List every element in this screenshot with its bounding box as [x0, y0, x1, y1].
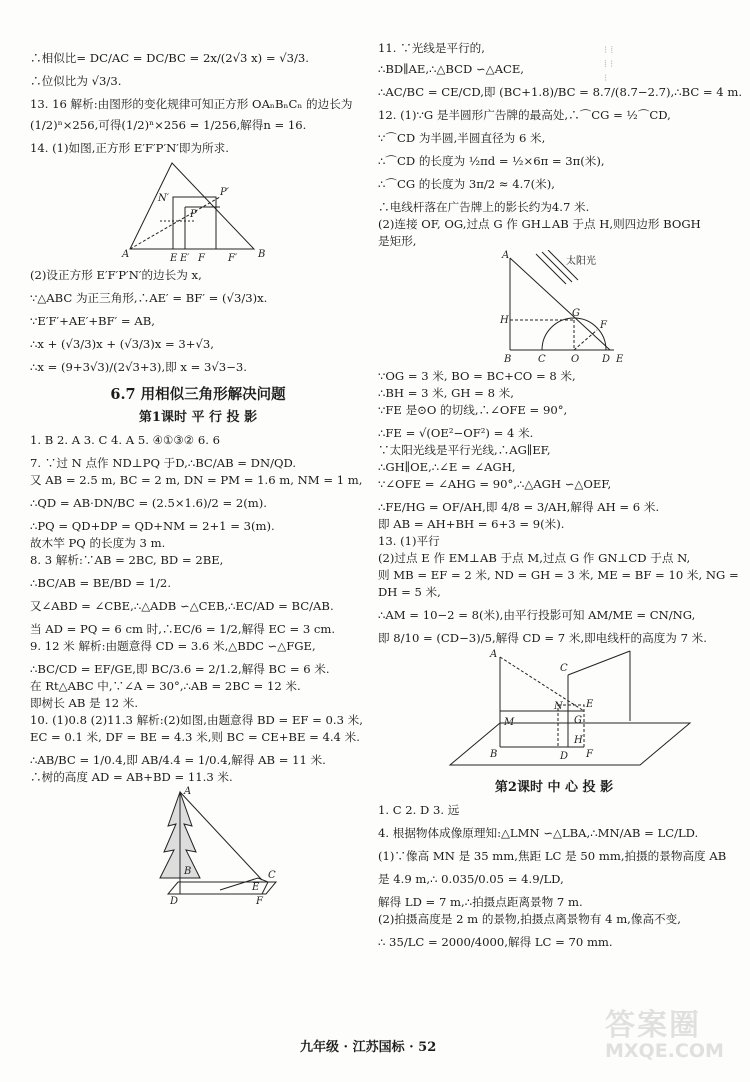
text-line: 13. (1)平行 — [378, 534, 440, 548]
text-line: 7. ∵过 N 点作 ND⊥PQ 于D,∴BC/AB = DN/QD. — [30, 456, 297, 470]
text-line: ∵△ABC 为正三角形,∴AE′ = BF′ = (√3/3)x. — [30, 291, 268, 305]
label-A: A — [122, 249, 130, 260]
text-line: 当 AD = PQ = 6 cm 时,∴EC/6 = 1/2,解得 EC = 3 cm. — [30, 622, 336, 636]
text-line: ∵FE 是⊙O 的切线,∴∠OFE = 90°, — [378, 403, 568, 417]
text-line: (2)拍摄高度是 2 m 的景物,拍摄点离景物有 4 m,像高不变, — [378, 912, 681, 926]
text-line: ∴BD∥AE,∴△BCD ∽△ACE, — [378, 62, 524, 76]
label-F: F — [198, 253, 205, 264]
tree-label-F: F — [256, 896, 263, 906]
text-line: 故木竿 PQ 的长度为 3 m. — [30, 536, 166, 550]
text-line: ∴FE = √(OE²−OF²) = 4 米. — [378, 426, 534, 440]
text-line: 则 MB = EF = 2 米, ND = GH = 3 米, ME = BF = 10 米, NG = — [378, 568, 739, 582]
text-line: 即 8/10 = (CD−3)/5,解得 CD = 7 米,即电线杆的高度为 7 米. — [378, 631, 707, 645]
text-line: ∴⌒CD 的长度为 ½πd = ½×6π = 3π(米), — [378, 154, 605, 168]
tree-label-E: E — [252, 882, 260, 893]
text-line: ∴AM = 10−2 = 8(米),由平行投影可知 AM/ME = CN/NG, — [378, 608, 696, 622]
sun-label-B: B — [504, 354, 512, 365]
text-line: EC = 0.1 米, DF = BE = 4.3 米,则 BC = CE+BE = 4.4 米. — [30, 730, 360, 744]
text-line: 是矩形, — [378, 234, 417, 248]
text-line: ∴BC/CD = EF/GE,即 BC/3.6 = 2/1.2,解得 BC = 6 米. — [30, 662, 330, 676]
text-line: ∵∠OFE = ∠AHG = 90°,∴△AGH ∽△OEF, — [378, 477, 612, 491]
text-line: 11. ∵光线是平行的, — [378, 41, 485, 55]
watermark-logo: 答案圈 — [605, 1008, 701, 1043]
text-line: 1. B 2. A 3. C 4. A 5. ④①③② 6. 6 — [30, 433, 220, 447]
text-line: (2)过点 E 作 EM⊥AB 于点 M,过点 G 作 GN⊥CD 于点 N, — [378, 551, 691, 565]
tree-label-D: D — [170, 896, 179, 906]
text-line: ∴相似比= DC/AC = DC/BC = 2x/(2√3 x) = √3/3. — [30, 51, 309, 65]
label-F-prime: F′ — [228, 253, 238, 264]
label-P: P — [190, 209, 197, 220]
text-line: ∴BH = 3 米, GH = 8 米, — [378, 386, 514, 400]
tree-label-C: C — [268, 870, 276, 881]
right-column — [378, 40, 743, 951]
label-B: B — [258, 249, 266, 260]
text-line: 又∠ABD = ∠CBE,∴△ADB ∽△CEB,∴EC/AD = BC/AB. — [30, 599, 334, 613]
text-line: ∴ 35/LC = 2000/4000,解得 LC = 70 mm. — [378, 935, 613, 949]
label-N-prime: N′ — [158, 193, 170, 204]
pole-projection-figure — [378, 647, 730, 773]
pole-label-E: E — [586, 699, 594, 710]
text-line: ∴QD = AB·DN/BC = (2.5×1.6)/2 = 2(m). — [30, 496, 267, 510]
text-line: 在 Rt△ABC 中,∵∠A = 30°,∴AB = 2BC = 12 米. — [30, 679, 301, 693]
pole-label-F: F — [586, 749, 593, 760]
sun-label-D: D — [602, 354, 611, 365]
sun-shadow-figure — [378, 250, 730, 368]
left-column — [30, 40, 366, 906]
section-title: 6.7 用相似三角形解决问题 — [110, 386, 286, 403]
text-line: (1)∵像高 MN 是 35 mm,焦距 LC 是 50 mm,拍摄的景物高度 AB — [378, 849, 727, 863]
text-line: (2)连接 OF, OG,过点 G 作 GH⊥AB 于点 H,则四边形 BOGH — [378, 217, 701, 231]
pole-label-B: B — [490, 749, 498, 760]
tree-label-B: B — [184, 866, 192, 877]
sun-label-A: A — [502, 250, 510, 261]
text-line: ∴GH∥OE,∴∠E = ∠AGH, — [378, 460, 516, 474]
sun-label-G: G — [572, 308, 580, 319]
triangle-square-figure — [30, 157, 366, 267]
lesson-title: 第1课时 平 行 投 影 — [138, 410, 258, 425]
sun-label-C: C — [538, 354, 546, 365]
text-line: ∴位似比为 √3/3. — [30, 74, 122, 88]
label-E-prime: E′ — [180, 253, 190, 264]
text-line: 13. 16 解析:由图形的变化规律可知正方形 OAₙBₙCₙ 的边长为 — [30, 97, 353, 111]
text-line: 解得 LD = 7 m,∴拍摄点距离景物 7 m. — [378, 895, 583, 909]
tree-label-A: A — [184, 786, 192, 797]
text-line: 4. 根据物体成像原理知:△LMN ∽△LBA,∴MN/AB = LC/LD. — [378, 826, 699, 840]
text-line: ∴BC/AB = BE/BD = 1/2. — [30, 576, 171, 590]
text-line: ∴x + (√3/3)x + (√3/3)x = 3+√3, — [30, 337, 214, 351]
text-line: 1. C 2. D 3. 远 — [378, 803, 460, 817]
pole-label-N: N — [554, 701, 563, 712]
text-line: (1/2)ⁿ×256,可得(1/2)ⁿ×256 = 1/256,解得n = 16. — [30, 118, 307, 132]
text-line: ∵太阳光线是平行光线,∴AG∥EF, — [378, 443, 551, 457]
text-line: ∵⌒CD 为半圆,半圆直径为 6 米, — [378, 131, 546, 145]
sun-label-H: H — [500, 315, 509, 326]
pole-label-G: G — [574, 715, 582, 726]
pole-label-H: H — [574, 735, 583, 746]
text-line: 12. (1)∵G 是半圆形广告牌的最高处,∴⌒CG = ½⌒CD, — [378, 108, 671, 122]
text-line: 14. (1)如图,正方形 E′F′P′N′即为所求. — [30, 141, 229, 155]
sun-label-F: F — [600, 320, 607, 331]
text-line: 又 AB = 2.5 m, BC = 2 m, DN = PM = 1.6 m, NM = 1 m, — [30, 473, 363, 487]
text-line: ∴电线杆落在广告牌上的影长约为4.7 米. — [378, 200, 590, 214]
text-line: ∴AB/BC = 1/0.4,即 AB/4.4 = 1/0.4,解得 AB = 11 米. — [30, 753, 326, 767]
text-line: 8. 3 解析:∵AB = 2BC, BD = 2BE, — [30, 553, 224, 567]
text-line: 是 4.9 m,∴ 0.035/0.05 = 4.9/LD, — [378, 872, 564, 886]
watermark-url: MXQE.COM — [605, 1040, 724, 1062]
scan-marks: ⁝ ⁞ ⁞ ⁝ ⁝ — [604, 45, 614, 84]
watermark — [605, 1000, 735, 1070]
text-line: (2)设正方形 E′F′P′N′的边长为 x, — [30, 268, 202, 282]
text-line: 9. 12 米 解析:由题意得 CD = 3.6 米,△BDC ∽△FGE, — [30, 639, 316, 653]
text-line: 即树长 AB 是 12 米. — [30, 696, 139, 710]
text-line: ∵OG = 3 米, BO = BC+CO = 8 米, — [378, 369, 576, 383]
sun-label-O: O — [571, 354, 580, 365]
text-line: ∴FE/HG = OF/AH,即 4/8 = 3/AH,解得 AH = 6 米. — [378, 500, 660, 514]
text-line: 10. (1)0.8 (2)11.3 解析:(2)如图,由题意得 BD = EF = 0.3 米, — [30, 713, 363, 727]
sun-label-E: E — [616, 354, 624, 365]
page-footer: 九年级 · 江苏国标 · 52 — [300, 1040, 437, 1055]
pole-label-A: A — [490, 649, 498, 660]
lesson-title: 第2课时 中 心 投 影 — [494, 780, 614, 795]
pole-label-D: D — [560, 751, 569, 762]
text-line: ∵E′F′+AE′+BF′ = AB, — [30, 314, 155, 328]
text-line: ∴树的高度 AD = AB+BD = 11.3 米. — [30, 770, 233, 784]
sunlight-label: 太阳光 — [566, 256, 596, 267]
text-line: 即 AB = AH+BH = 6+3 = 9(米). — [378, 517, 565, 531]
text-line: ∴PQ = QD+DP = QD+NM = 2+1 = 3(m). — [30, 519, 275, 533]
label-E: E — [170, 253, 178, 264]
tree-shadow-figure — [30, 786, 366, 906]
text-line: ∴AC/BC = CE/CD,即 (BC+1.8)/BC = 8.7/(8.7−2.7),∴BC = 4 m. — [378, 85, 743, 99]
label-P-prime: P′ — [220, 187, 229, 198]
pole-label-M: M — [504, 717, 515, 728]
text-line: DH = 5 米, — [378, 585, 441, 599]
text-line: ∴⌒CG 的长度为 3π/2 ≈ 4.7(米), — [378, 177, 555, 191]
pole-label-C: C — [560, 663, 568, 674]
text-line: ∴x = (9+3√3)/(2√3+3),即 x = 3√3−3. — [30, 360, 247, 374]
